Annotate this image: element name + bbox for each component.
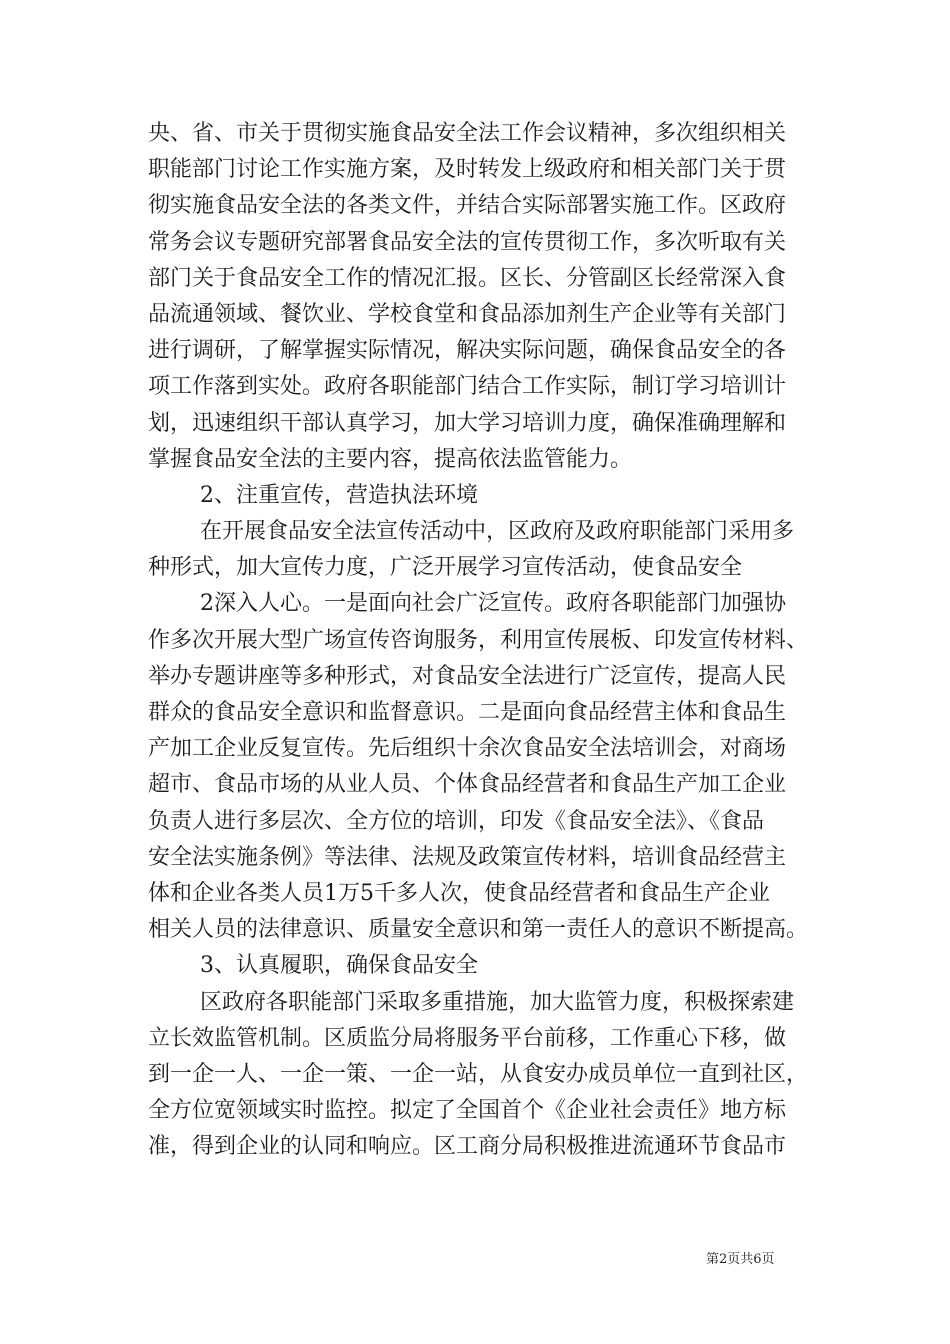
text-line: 掌握食品安全法的主要内容，提高依法监管能力。	[148, 446, 633, 472]
text-line: 准，得到企业的认同和响应。区工商分局积极推进流通环节食品市	[148, 1134, 787, 1160]
text-line: 超市、食品市场的从业人员、个体食品经营者和食品生产加工企业	[148, 772, 787, 798]
text-line: 区政府各职能部门采取多重措施，加大监管力度，积极探索建	[200, 989, 795, 1015]
text-line: 群众的食品安全意识和监督意识。二是面向食品经营主体和食品生	[148, 700, 787, 725]
text-line: 职能部门讨论工作实施方案，及时转发上级政府和相关部门关于贯	[148, 157, 787, 183]
text-line: 产加工企业反复宣传。先后组织十余次食品安全法培训会，对商场	[148, 736, 787, 762]
text-line: 在开展食品安全法宣传活动中，区政府及政府职能部门采用多	[200, 519, 795, 545]
text-line: 2深入人心。一是面向社会广泛宣传。政府各职能部门加强协	[200, 591, 786, 617]
document-body	[148, 116, 808, 1165]
text-line: 划，迅速组织干部认真学习，加大学习培训力度，确保准确理解和	[148, 410, 787, 436]
text-line: 常务会议专题研究部署食品安全法的宣传贯彻工作，多次听取有关	[148, 229, 787, 255]
text-line: 品流通领域、餐饮业、学校食堂和食品添加剂生产企业等有关部门	[148, 301, 787, 327]
text-line: 相关人员的法律意识、质量安全意识和第一责任人的意识不断提高。	[148, 917, 809, 943]
text-line: 举办专题讲座等多种形式，对食品安全法进行广泛宣传，提高人民	[148, 663, 787, 689]
text-line: 到一企一人、一企一策、一企一站，从食安办成员单位一直到社区，	[148, 1061, 809, 1087]
text-line: 央、省、市关于贯彻实施食品安全法工作会议精神，多次组织相关	[148, 121, 787, 146]
text-line: 负责人进行多层次、全方位的培训，印发《食品安全法》、《食品	[148, 808, 765, 834]
text-line: 安全法实施条例》等法律、法规及政策宣传材料，培训食品经营主	[148, 844, 787, 870]
text-line: 部门关于食品安全工作的情况汇报。区长、分管副区长经常深入食	[148, 265, 787, 291]
text-line: 体和企业各类人员1万5千多人次，使食品经营者和食品生产企业	[148, 880, 770, 906]
text-line: 作多次开展大型广场宣传咨询服务，利用宣传展板、印发宣传材料、	[148, 627, 809, 653]
text-line: 种形式，加大宣传力度，广泛开展学习宣传活动，使食品安全	[148, 555, 743, 581]
text-line: 立长效监管机制。区质监分局将服务平台前移，工作重心下移，做	[148, 1025, 787, 1051]
text-line: 进行调研，了解掌握实际情况，解决实际问题，确保食品安全的各	[148, 338, 787, 364]
text-line: 彻实施食品安全法的各类文件，并结合实际部署实施工作。区政府	[148, 193, 787, 219]
text-line: 项工作落到实处。政府各职能部门结合工作实际，制订学习培训计	[148, 374, 787, 400]
text-line: 2、注重宣传，营造执法环境	[200, 482, 478, 508]
page-number-footer: 第2页共6页	[706, 1252, 775, 1267]
text-line: 3、认真履职，确保食品安全	[200, 953, 478, 979]
text-line: 全方位宽领域实时监控。拟定了全国首个《企业社会责任》地方标	[148, 1098, 787, 1124]
